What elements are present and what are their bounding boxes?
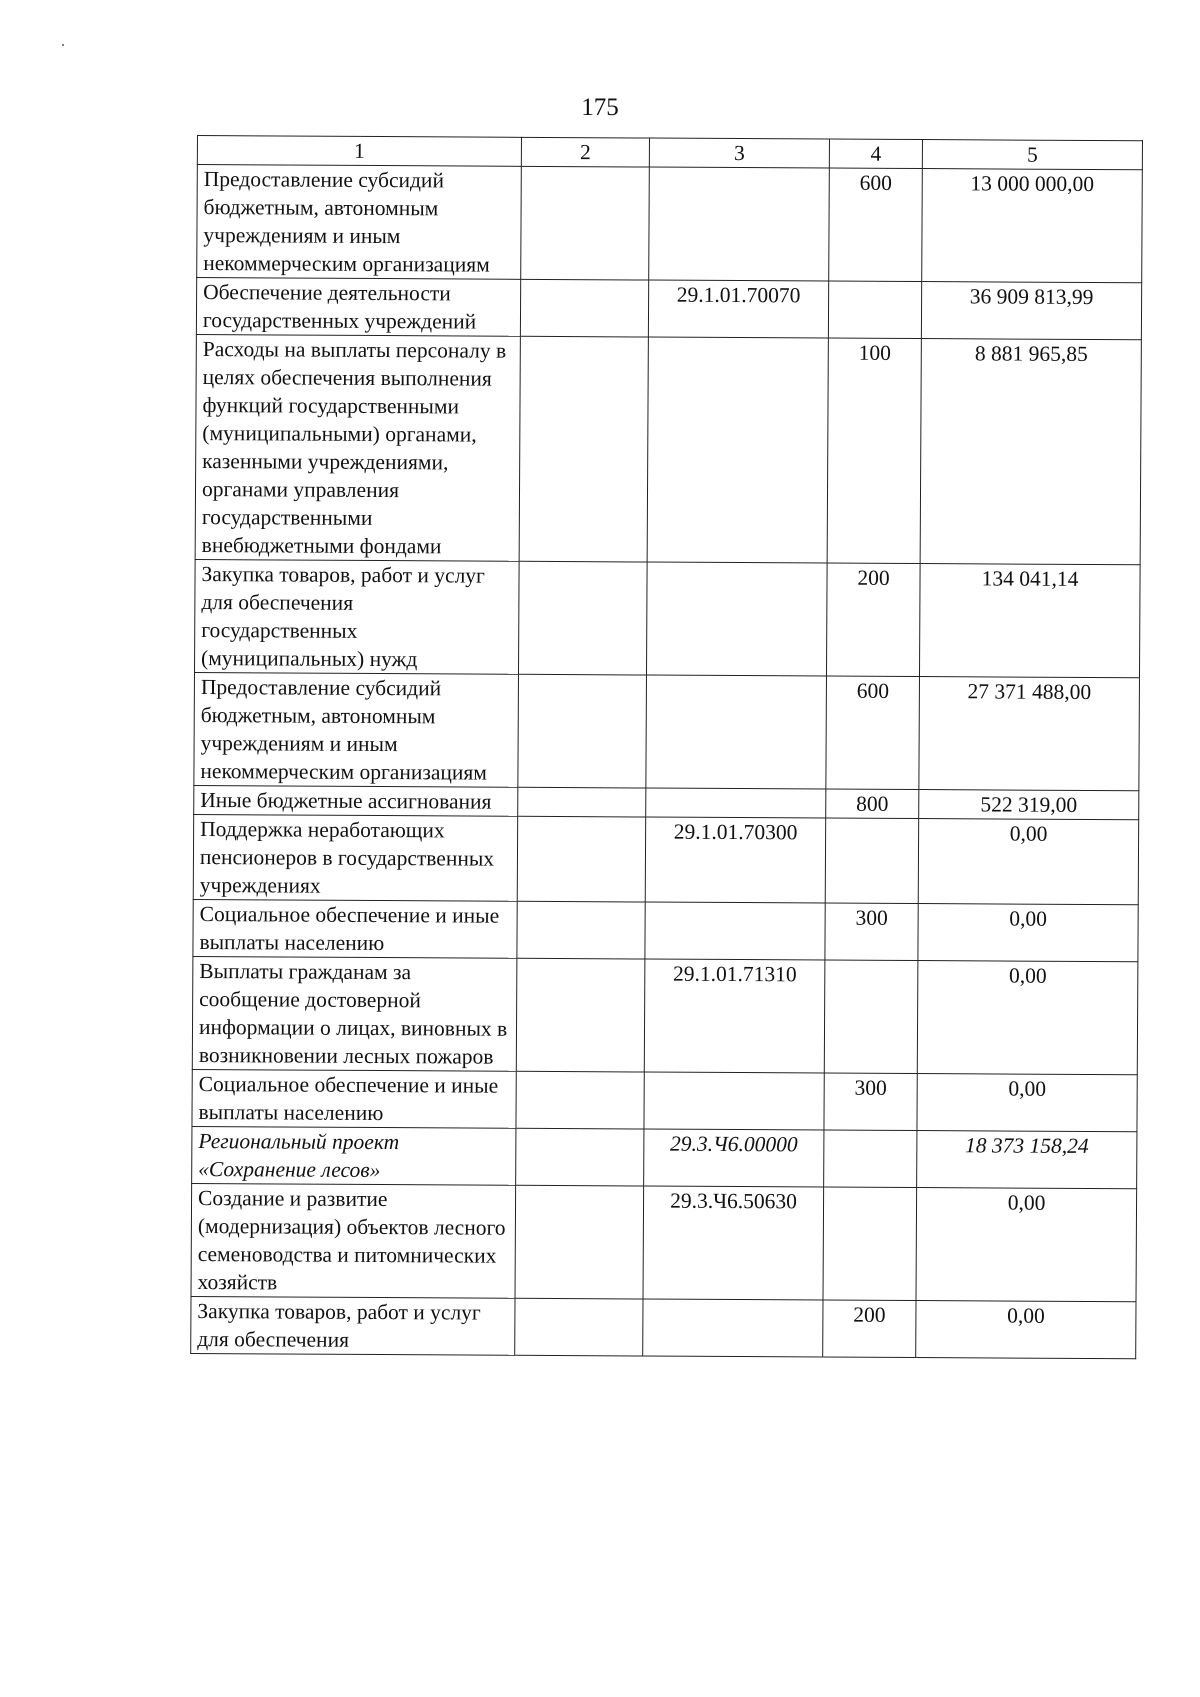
row-name-cell: Социальное обеспечение и иные выплаты населению	[192, 1069, 516, 1128]
table-row	[193, 899, 1138, 961]
row-col2-cell	[515, 1298, 643, 1356]
row-amount-cell: 18 373 158,24	[917, 1131, 1137, 1189]
row-name-cell: Закупка товаров, работ и услуг для обеспечения	[191, 1296, 515, 1355]
row-name-cell: Поддержка неработающих пенсионеров в государственных учреждениях	[193, 814, 517, 901]
row-col2-cell	[516, 1128, 644, 1186]
row-type-cell	[828, 281, 921, 339]
table-row	[194, 559, 1140, 677]
row-code-cell	[643, 1299, 823, 1357]
row-col2-cell	[518, 561, 647, 675]
row-type-cell: 300	[824, 1073, 917, 1131]
row-code-cell: 29.3.Ч6.50630	[643, 1186, 824, 1300]
table-row	[194, 785, 1139, 819]
row-code-cell	[649, 167, 830, 281]
row-name-cell: Обеспечение деятельности государственных учреждений	[196, 278, 520, 337]
row-amount-cell: 8 881 965,85	[920, 339, 1141, 565]
table-row	[197, 165, 1143, 283]
row-code-cell	[644, 1072, 824, 1130]
row-name-cell: Предоставление субсидий бюджетным, автономным учреждениям и иным некоммерческим организациям	[194, 672, 519, 787]
row-amount-cell: 0,00	[916, 1188, 1137, 1302]
page-number: 175	[581, 94, 619, 121]
row-name-cell: Создание и развитие (модернизация) объектов лесного семеноводства и питомнических хозяйств	[191, 1183, 516, 1298]
row-code-cell	[647, 337, 828, 563]
row-col2-cell	[516, 958, 645, 1072]
row-name-cell: Социальное обеспечение и иные выплаты населению	[193, 899, 517, 958]
row-code-cell	[646, 562, 827, 676]
row-type-cell	[824, 1130, 917, 1188]
row-name-cell: Выплаты гражданам за сообщение достоверной информации о лицах, виновных в возникновении лесных пожаров	[192, 956, 517, 1071]
row-amount-cell: 0,00	[918, 819, 1138, 905]
row-amount-cell: 0,00	[916, 1301, 1136, 1359]
row-col2-cell	[521, 166, 650, 280]
row-col2-cell	[517, 816, 645, 902]
row-amount-cell: 0,00	[917, 1074, 1137, 1132]
row-code-cell: 29.1.01.70070	[648, 280, 828, 338]
row-col2-cell	[518, 674, 647, 788]
row-amount-cell: 134 041,14	[919, 564, 1140, 678]
row-col2-cell	[519, 336, 648, 562]
row-name-cell: Расходы на выплаты персоналу в целях обеспечения выполнения функций государственными (муниципальными) органами, казенными учреждениями, органами управления государственными внебюджетными фондами	[195, 334, 520, 561]
row-type-cell: 200	[826, 563, 920, 677]
table-row	[196, 278, 1141, 340]
row-name-cell: Закупка товаров, работ и услуг для обеспечения государственных (муниципальных) нужд	[194, 559, 519, 674]
row-type-cell: 100	[827, 338, 921, 564]
row-type-cell: 600	[829, 168, 923, 282]
row-name-cell: Предоставление субсидий бюджетным, автономным учреждениям и иным некоммерческим организациям	[197, 165, 522, 280]
row-code-cell	[645, 902, 825, 960]
table-row	[195, 334, 1141, 564]
budget-table	[190, 135, 1143, 1359]
row-col2-cell	[520, 279, 648, 337]
table-row	[192, 1069, 1137, 1131]
row-col2-cell	[515, 1185, 644, 1299]
header-col-2: 2	[521, 137, 649, 167]
table-row	[191, 1296, 1136, 1358]
row-code-cell	[646, 675, 827, 789]
row-name-cell: Региональный проект «Сохранение лесов»	[192, 1126, 516, 1185]
scan-speck	[62, 44, 64, 46]
row-type-cell: 200	[823, 1300, 916, 1358]
row-amount-cell: 0,00	[917, 961, 1138, 1075]
row-code-cell: 29.1.01.71310	[644, 959, 825, 1073]
row-type-cell: 800	[826, 789, 919, 819]
row-type-cell: 300	[825, 903, 918, 961]
row-amount-cell: 0,00	[918, 904, 1138, 962]
row-type-cell	[825, 818, 918, 904]
budget-table-container	[190, 135, 1142, 1359]
header-col-1: 1	[197, 136, 521, 167]
table-row	[193, 814, 1138, 904]
row-code-cell: 29.1.01.70300	[645, 817, 825, 903]
header-col-4: 4	[829, 139, 922, 169]
row-type-cell: 600	[826, 676, 920, 790]
table-row	[194, 672, 1140, 790]
row-amount-cell: 27 371 488,00	[919, 677, 1140, 791]
row-amount-cell: 522 319,00	[919, 790, 1139, 820]
row-amount-cell: 13 000 000,00	[922, 169, 1143, 283]
row-type-cell	[823, 1187, 917, 1301]
row-col2-cell	[517, 901, 645, 959]
table-body	[191, 165, 1143, 1359]
table-row	[192, 1126, 1137, 1188]
row-code-cell: 29.3.Ч6.00000	[644, 1129, 824, 1187]
header-col-3: 3	[649, 138, 829, 168]
row-code-cell	[646, 788, 826, 818]
row-name-cell: Иные бюджетные ассигнования	[194, 785, 518, 816]
row-col2-cell	[518, 787, 646, 817]
row-type-cell	[824, 960, 918, 1074]
table-row	[191, 1183, 1137, 1301]
row-amount-cell: 36 909 813,99	[921, 282, 1141, 340]
header-col-5: 5	[922, 140, 1142, 170]
row-col2-cell	[516, 1071, 644, 1129]
table-row	[192, 956, 1138, 1074]
